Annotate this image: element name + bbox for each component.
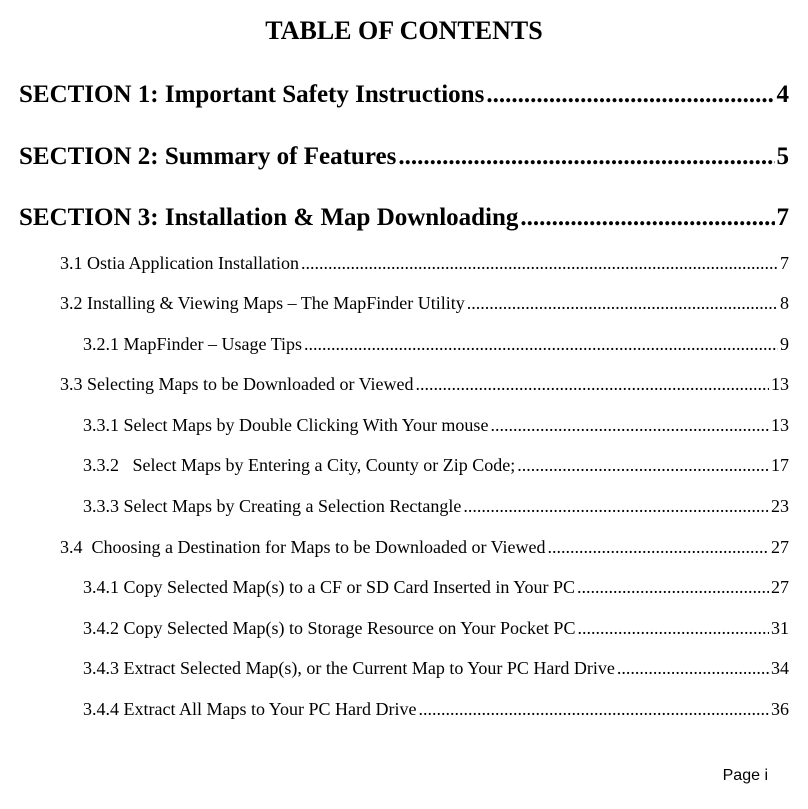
dot-leader xyxy=(490,413,769,437)
toc-entry-text: 3.3 Selecting Maps to be Downloaded or Viewed xyxy=(60,374,414,394)
toc-entry-3-4-2[interactable] xyxy=(83,616,789,640)
toc-entry-page: 5 xyxy=(776,143,789,170)
dot-leader xyxy=(463,494,769,518)
dot-leader xyxy=(304,332,778,356)
dot-leader xyxy=(577,616,769,640)
dot-leader xyxy=(416,372,769,396)
toc-entry-text: 3.3.1 Select Maps by Double Clicking With Your mouse xyxy=(83,415,489,435)
dot-leader xyxy=(418,697,769,721)
toc-entry-3-4-4[interactable] xyxy=(83,697,789,721)
toc-entry-3-1[interactable] xyxy=(60,251,789,275)
toc-entry-text: 3.3.3 Select Maps by Creating a Selection Rectangle xyxy=(83,496,462,516)
toc-entry-text: 3.4.2 Copy Selected Map(s) to Storage Resource on Your Pocket PC xyxy=(83,618,576,638)
dot-leader xyxy=(467,291,778,315)
dot-leader xyxy=(617,656,769,680)
toc-entry-3-3[interactable] xyxy=(60,372,789,396)
page-title: TABLE OF CONTENTS xyxy=(265,16,543,45)
toc-entry-page: 8 xyxy=(780,293,789,313)
toc-entry-page: 23 xyxy=(771,496,789,516)
toc-entry-page: 13 xyxy=(771,415,789,435)
dot-leader xyxy=(398,140,774,174)
toc-entry-text: 3.2.1 MapFinder – Usage Tips xyxy=(83,334,303,354)
toc-entry-text: 3.3.2 Select Maps by Entering a City, County or Zip Code; xyxy=(83,455,516,475)
toc-entry-text: 3.4.1 Copy Selected Map(s) to a CF or SD Card Inserted in Your PC xyxy=(83,577,575,597)
toc-entry-3-3-3[interactable] xyxy=(83,494,789,518)
toc-entry-page: 4 xyxy=(776,81,789,108)
toc-entry-text: SECTION 2: Summary of Features xyxy=(19,143,397,170)
toc-entry-section-3[interactable] xyxy=(19,201,789,235)
toc-entry-text: 3.1 Ostia Application Installation xyxy=(60,253,299,273)
dot-leader xyxy=(517,453,769,477)
toc-entry-3-4-3[interactable] xyxy=(83,656,789,680)
toc-entry-text: 3.2 Installing & Viewing Maps – The MapFinder Utility xyxy=(60,293,465,313)
toc-entry-page: 9 xyxy=(780,334,789,354)
toc-entry-page: 27 xyxy=(771,577,789,597)
toc-entry-text: 3.4.3 Extract Selected Map(s), or the Current Map to Your PC Hard Drive xyxy=(83,658,615,678)
dot-leader xyxy=(548,535,769,559)
dot-leader xyxy=(301,251,778,275)
toc-entry-text: 3.4.4 Extract All Maps to Your PC Hard Drive xyxy=(83,699,417,719)
dot-leader xyxy=(520,201,774,235)
toc-entry-3-2-1[interactable] xyxy=(83,332,789,356)
toc-entry-3-2[interactable] xyxy=(60,291,789,315)
page-number-label: Page i xyxy=(722,767,768,784)
toc-entry-text: SECTION 3: Installation & Map Downloading xyxy=(19,204,519,231)
toc-entry-section-2[interactable] xyxy=(19,140,789,174)
toc-entry-section-1[interactable] xyxy=(19,78,789,112)
dot-leader xyxy=(577,575,769,599)
toc-entry-page: 31 xyxy=(771,618,789,638)
dot-leader xyxy=(486,78,774,112)
toc-entry-3-3-1[interactable] xyxy=(83,413,789,437)
toc-entry-text: SECTION 1: Important Safety Instructions xyxy=(19,81,485,108)
toc-entry-3-4[interactable] xyxy=(60,535,789,559)
toc-entry-text: 3.4 Choosing a Destination for Maps to be Downloaded or Viewed xyxy=(60,537,546,557)
toc-entry-3-4-1[interactable] xyxy=(83,575,789,599)
toc-entry-page: 27 xyxy=(771,537,789,557)
toc-entry-page: 34 xyxy=(771,658,789,678)
toc-entry-page: 7 xyxy=(780,253,789,273)
toc-entry-page: 13 xyxy=(771,374,789,394)
toc-entry-page: 17 xyxy=(771,455,789,475)
toc-entry-page: 36 xyxy=(771,699,789,719)
toc-entry-page: 7 xyxy=(776,204,789,231)
toc-entry-3-3-2[interactable] xyxy=(83,453,789,477)
